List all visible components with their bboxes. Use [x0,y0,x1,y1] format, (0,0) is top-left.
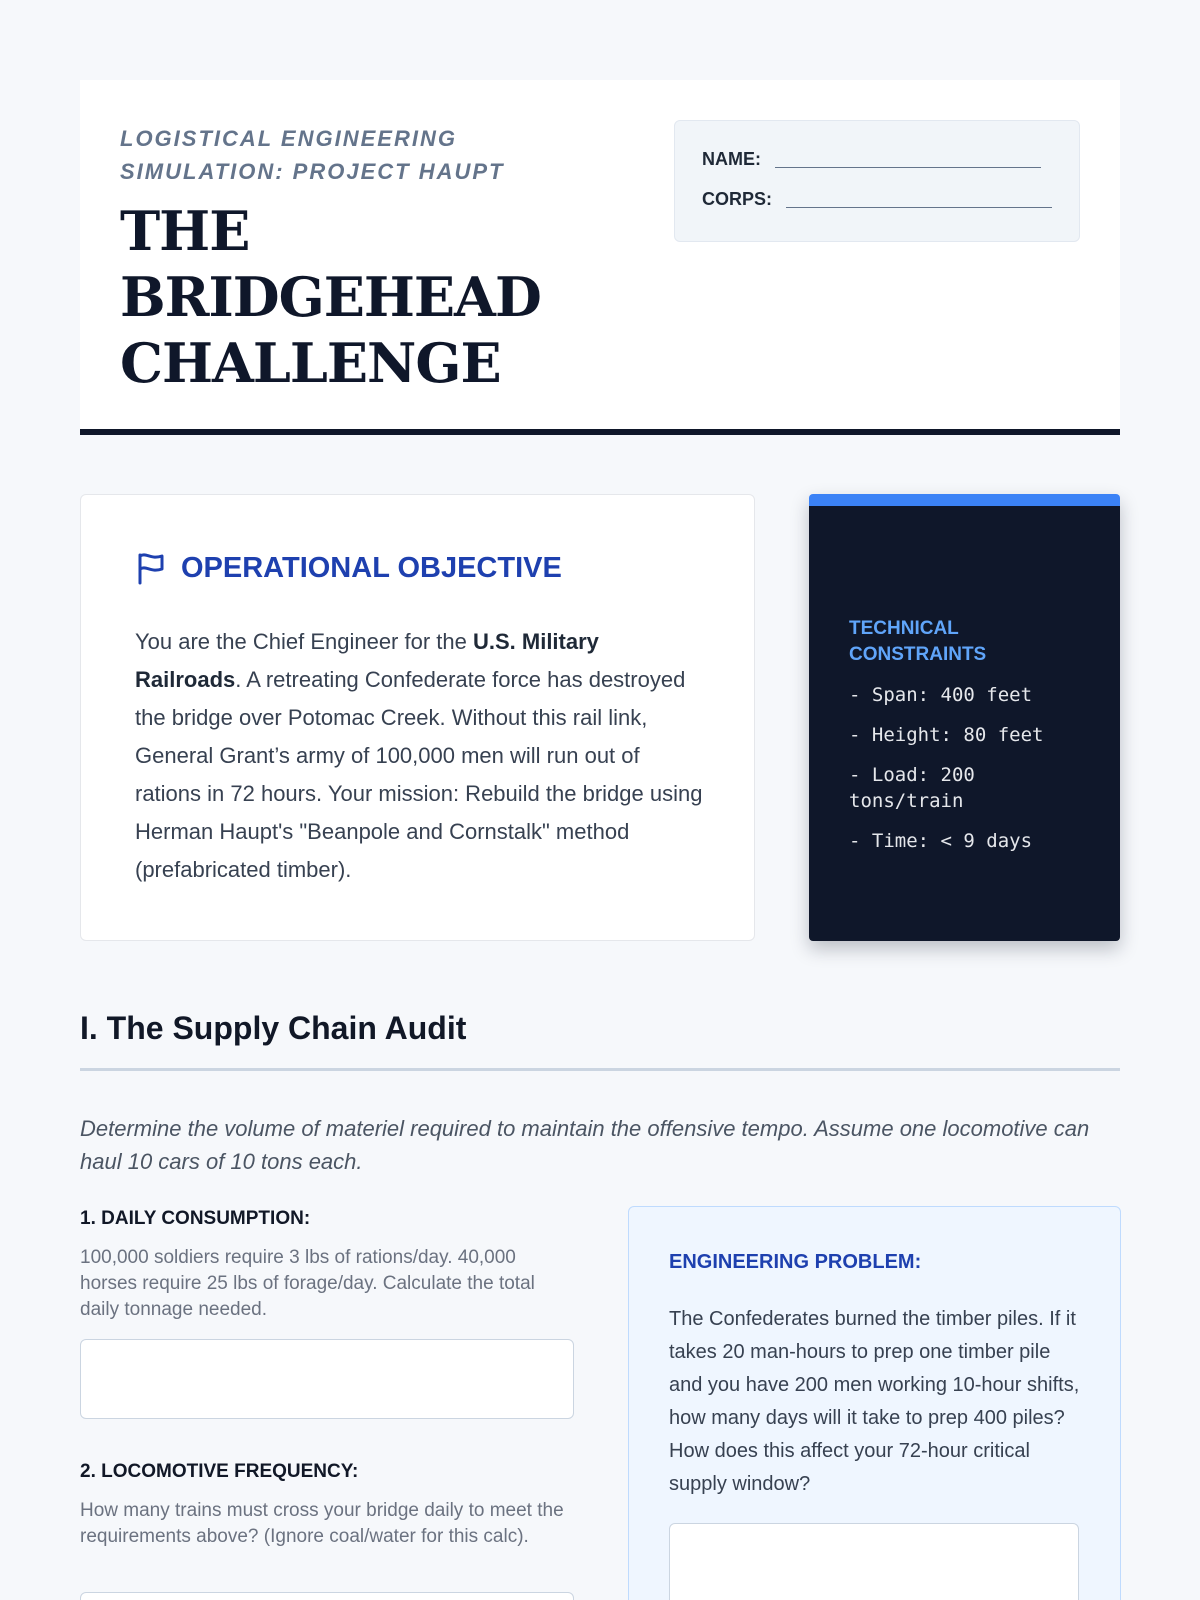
name-field-row [702,149,1041,170]
corps-field-row [702,189,1052,210]
question-1-answer-box[interactable] [80,1339,574,1419]
constraint-item: - Time: < 9 days [849,830,1033,852]
objective-text [135,623,705,889]
objective-text-part: . A retreating Confederate force has destroyed the bridge over Potomac Creek. Without this rail link, General Grant’s army of 100,000 men will run out of rations in 72 hours. Your mission: Rebuild the bridge using Herman Haupt's "Beanpole and Cornstalk" method (prefabricated timber). [135,667,703,882]
worksheet-header [80,80,1120,435]
question-2-answer-box[interactable] [80,1592,574,1600]
question-1-label: 1. DAILY CONSUMPTION: [80,1208,311,1229]
objective-heading [135,551,562,585]
constraint-item: - Height: 80 feet [849,724,1044,746]
corps-label: CORPS: [702,189,773,209]
engineering-problem-card [628,1206,1121,1600]
worksheet-title: THE BRIDGEHEAD CHALLENGE [120,199,541,395]
name-input-line[interactable] [775,166,1041,168]
worksheet-subtitle: LOGISTICAL ENGINEERING SIMULATION: PROJECT HAUPT [120,126,505,184]
section-title: I. The Supply Chain Audit [80,1010,467,1046]
engineering-problem-title: ENGINEERING PROBLEM: [669,1251,922,1273]
operational-objective-card [80,494,755,941]
constraint-item: - Span: 400 feet [849,684,1033,706]
flag-icon [135,551,167,585]
name-corps-box [674,120,1080,242]
technical-constraints-list [849,682,1089,868]
engineering-problem-text: The Confederates burned the timber piles. If it takes 20 man-hours to prep one timber pile and you have 200 men working 10-hour shifts, how many days will it take to prep 400 piles? How does this affect your 72-hour critical supply window? [669,1308,1080,1495]
question-2-description: How many trains must cross your bridge daily to meet the requirements above? (Ignore coal/water for this calc). [80,1500,564,1547]
objective-heading-text: OPERATIONAL OBJECTIVE [181,551,562,584]
name-label: NAME: [702,149,761,169]
constraint-item: - Load: 200 tons/train [849,764,975,812]
objective-text-part: You are the Chief Engineer for the [135,629,473,654]
section-divider [80,1068,1120,1071]
corps-input-line[interactable] [786,206,1052,208]
technical-constraints-title: TECHNICAL CONSTRAINTS [849,618,987,665]
question-1-description: 100,000 soldiers require 3 lbs of rations/day. 40,000 horses require 25 lbs of forage/day. Calculate the total daily tonnage needed. [80,1247,535,1320]
question-2-label: 2. LOCOMOTIVE FREQUENCY: [80,1461,359,1482]
technical-constraints-card [809,494,1120,941]
section-intro: Determine the volume of materiel required to maintain the offensive tempo. Assume one locomotive can haul 10 cars of 10 tons each. [80,1116,1090,1174]
objective-bold-text: U.S. Military Railroads [135,629,599,692]
engineering-problem-answer-box[interactable] [669,1523,1079,1600]
